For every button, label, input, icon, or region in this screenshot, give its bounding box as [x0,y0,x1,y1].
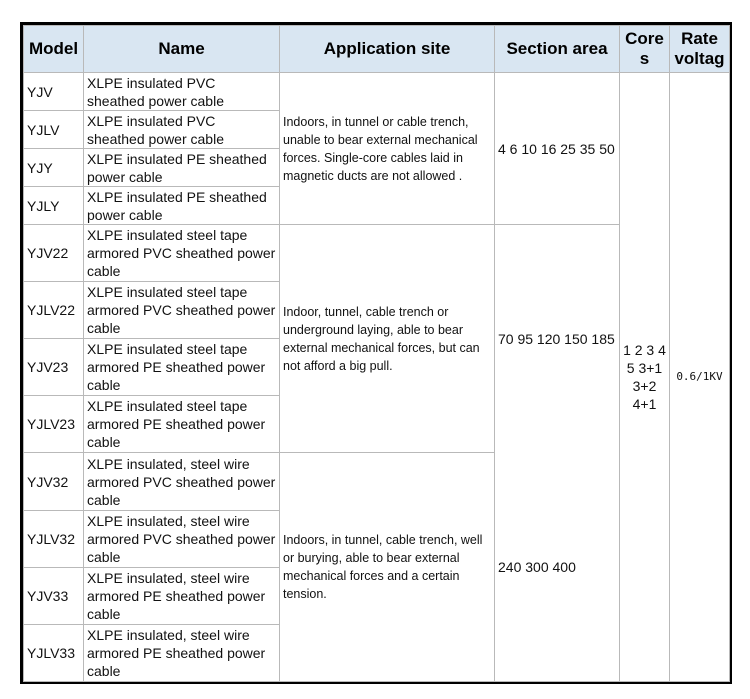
header-section-area: Section area [495,26,620,73]
model-cell: YJLV23 [24,396,84,453]
cores-cell [620,73,670,682]
header-name: Name [84,26,280,73]
model-cell: YJLY [24,187,84,225]
header-rate-voltage: Rate voltag [670,26,730,73]
application-cell: Indoors, in tunnel or cable trench, unable to bear external mechanical forces. Single-core cables laid in magnetic ducts are not allowed . [280,73,495,225]
application-cell: Indoors, in tunnel, cable trench, well or burying, able to bear external mechanical forces and a certain tension. [280,453,495,682]
name-cell: XLPE insulated, steel wire armored PE sheathed power cable [84,625,280,682]
header-row [24,26,730,73]
name-cell: XLPE insulated steel tape armored PVC sheathed power cable [84,225,280,282]
model-cell: YJLV33 [24,625,84,682]
name-cell: XLPE insulated PE sheathed power cable [84,187,280,225]
model-cell: YJLV22 [24,282,84,339]
header-application: Application site [280,26,495,73]
name-cell: XLPE insulated steel tape armored PVC sheathed power cable [84,282,280,339]
name-cell: XLPE insulated, steel wire armored PVC sheathed power cable [84,453,280,511]
table-row [24,73,730,111]
name-cell: XLPE insulated, steel wire armored PE sheathed power cable [84,568,280,625]
header-model: Model [24,26,84,73]
cable-spec-table-frame [20,22,732,684]
cores-line: 5 3+1 [626,360,663,376]
header-cores-text: Core s [625,29,664,68]
model-cell: YJLV32 [24,511,84,568]
model-cell: YJLV [24,111,84,149]
name-cell: XLPE insulated steel tape armored PE sheathed power cable [84,339,280,396]
name-cell: XLPE insulated PVC sheathed power cable [84,111,280,149]
name-cell: XLPE insulated PE sheathed power cable [84,149,280,187]
section-area-value: 70 95 120 150 185 [498,331,615,347]
cores-line: 3+2 [632,378,657,394]
model-cell: YJV [24,73,84,111]
model-cell: YJV23 [24,339,84,396]
model-cell: YJV33 [24,568,84,625]
cores-line: 4+1 [632,396,657,412]
section-area-value: 240 300 400 [498,559,576,575]
header-cores [620,26,670,73]
model-cell: YJY [24,149,84,187]
name-cell: XLPE insulated steel tape armored PE sheathed power cable [84,396,280,453]
section-area-cell [495,225,620,682]
name-cell: XLPE insulated PVC sheathed power cable [84,73,280,111]
name-cell: XLPE insulated, steel wire armored PVC sheathed power cable [84,511,280,568]
model-cell: YJV32 [24,453,84,511]
section-area-cell: 4 6 10 16 25 35 50 [495,73,620,225]
rate-voltage-cell: 0.6/1KV [670,73,730,682]
cable-spec-table [23,25,730,682]
model-cell: YJV22 [24,225,84,282]
cores-line: 1 2 3 4 [623,342,666,358]
application-cell: Indoor, tunnel, cable trench or underground laying, able to bear external mechanical forces, but can not afford a big pull. [280,225,495,453]
